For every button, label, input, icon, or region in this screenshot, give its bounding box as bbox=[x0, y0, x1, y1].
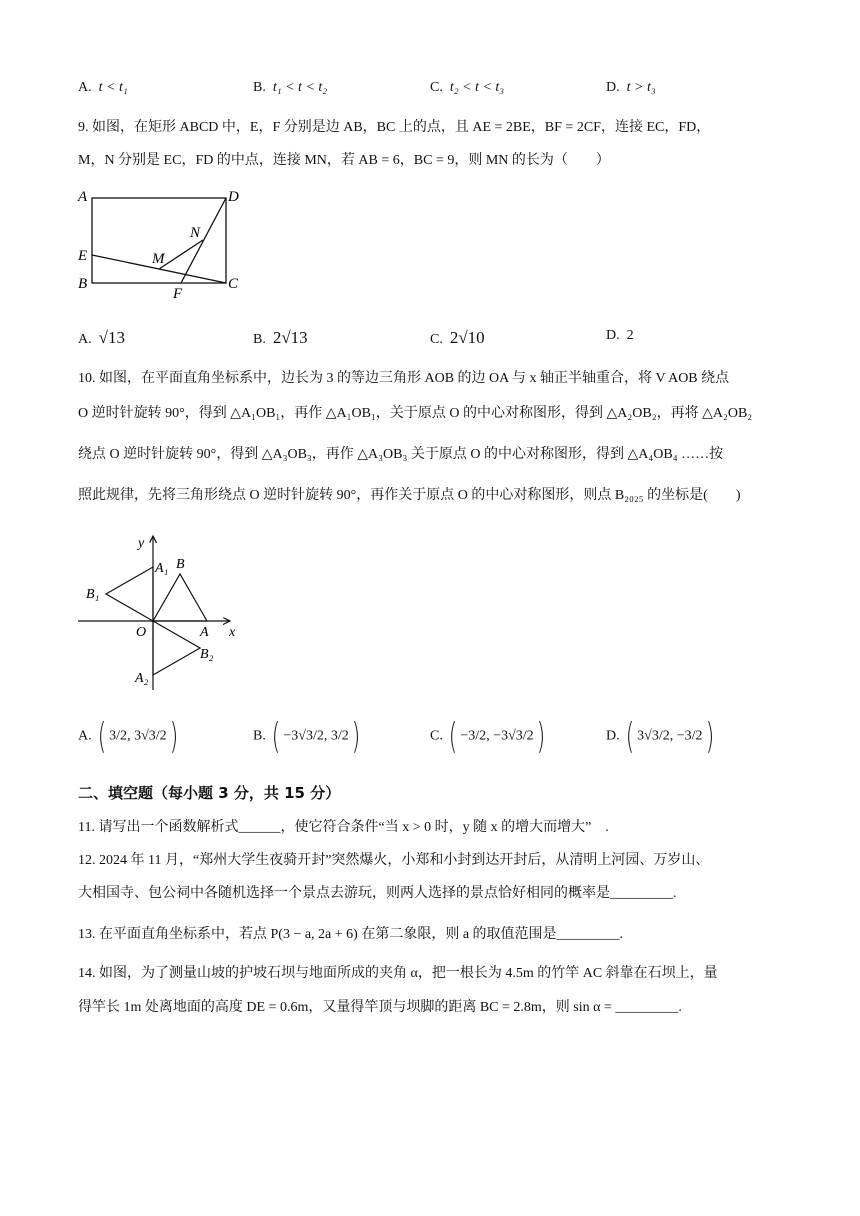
q10-stem-line3: 绕点 O 逆时针旋转 90°，得到 △A₃OB₃，再作 △A₃OB₃ 关于原点 O 的中心对称图形，得到 △A₄OB₄ ……按 bbox=[78, 447, 724, 462]
q9-option-b[interactable]: B. 2√13 bbox=[253, 328, 308, 347]
label-b: B bbox=[176, 557, 185, 572]
q10-stem-line2: O 逆时针旋转 90°，得到 △A₁OB₁，再作 △A₁OB₁，关于原点 O 的中心对称图形，得到 △A₂OB₂，再将 △A₂OB₂ bbox=[78, 406, 753, 421]
section-heading: 二、填空题（每小题 3 分，共 15 分） bbox=[78, 784, 341, 802]
label-o: O bbox=[136, 625, 147, 640]
label-a2: A₂ bbox=[135, 671, 149, 686]
q10-option-b[interactable]: B. ( −3√3/2, 3/2) bbox=[253, 716, 360, 757]
label-d: D bbox=[228, 189, 239, 205]
q13-text: 13. 在平面直角坐标系中，若点 P(3 − a, 2a + 6) 在第二象限，则 a 的取值范围是_________. bbox=[78, 927, 624, 942]
q14-line2: 得竿长 1m 处离地面的高度 DE = 0.6m，又量得竿顶与坝脚的距离 BC = 2.8m，则 sin α = _________. bbox=[78, 1000, 682, 1015]
q9-stem-line1: 9. 如图，在矩形 ABCD 中，E，F 分别是边 AB，BC 上的点，且 AE = 2BE，BF = 2CF，连接 EC，FD， bbox=[78, 120, 711, 135]
triangle-aob bbox=[153, 574, 207, 621]
label-n: N bbox=[190, 225, 201, 241]
label-a: A bbox=[78, 189, 88, 205]
label-c: C bbox=[228, 276, 239, 292]
q10-option-c[interactable]: C. ( −3/2, −3√3/2) bbox=[430, 716, 545, 757]
q8-option-c[interactable]: C. t₂ < t < t₃ bbox=[430, 80, 505, 95]
q11-text: 11. 请写出一个函数解析式______，使它符合条件“当 x > 0 时，y 随 x 的增大而增大” . bbox=[78, 820, 609, 835]
segment-fd bbox=[181, 198, 226, 283]
triangle-a2ob2 bbox=[153, 621, 200, 675]
label-e: E bbox=[78, 248, 88, 264]
label-b2: B₂ bbox=[200, 647, 214, 662]
q12-line1: 12. 2024 年 11 月，“郑州大学生夜骑开封”突然爆火，小郑和小封到达开封后，从清明上河园、万岁山、 bbox=[78, 853, 710, 868]
label-x: x bbox=[229, 625, 236, 640]
triangle-a1ob1 bbox=[106, 567, 153, 621]
rect-abcd bbox=[92, 198, 226, 283]
q8-option-b[interactable]: B. t₁ < t < t₂ bbox=[253, 80, 328, 95]
label-b1: B₁ bbox=[86, 587, 100, 602]
q9-figure bbox=[74, 184, 254, 302]
label-b: B bbox=[78, 276, 88, 292]
q10-stem-line1: 10. 如图，在平面直角坐标系中，边长为 3 的等边三角形 AOB 的边 OA 与 x 轴正半轴重合，将 V AOB 绕点 bbox=[78, 371, 730, 386]
q10-option-a[interactable]: A. ( 3/2, 3√3/2) bbox=[78, 716, 178, 757]
q10-figure bbox=[78, 530, 248, 690]
label-a: A bbox=[200, 625, 209, 640]
label-m: M bbox=[152, 251, 165, 267]
q10-stem-line4: 照此规律，先将三角形绕点 O 逆时针旋转 90°，再作关于原点 O 的中心对称图形，则点 B₂₀₂₅ 的坐标是( ) bbox=[78, 488, 741, 503]
q9-option-a[interactable]: A. √13 bbox=[78, 328, 125, 347]
q8-option-a[interactable]: A. t < t₁ bbox=[78, 80, 128, 95]
q14-line1: 14. 如图，为了测量山坡的护坡石坝与地面所成的夹角 α，把一根长为 4.5m 的竹竿 AC 斜靠在石坝上，量 bbox=[78, 966, 718, 981]
label-y: y bbox=[138, 536, 145, 551]
q12-line2: 大相国寺、包公祠中各随机选择一个景点去游玩，则两人选择的景点恰好相同的概率是_________. bbox=[78, 886, 677, 901]
q10-option-d[interactable]: D. ( 3√3/2, −3/2) bbox=[606, 716, 714, 757]
q9-option-d[interactable]: D. 2 bbox=[606, 328, 634, 343]
q9-stem-line2: M，N 分别是 EC，FD 的中点，连接 MN，若 AB = 6，BC = 9，则 MN 的长为（ ） bbox=[78, 153, 610, 168]
q8-option-d[interactable]: D. t > t₃ bbox=[606, 80, 656, 95]
q9-option-c[interactable]: C. 2√10 bbox=[430, 328, 485, 347]
label-f: F bbox=[173, 286, 183, 302]
label-a1: A₁ bbox=[155, 561, 169, 576]
